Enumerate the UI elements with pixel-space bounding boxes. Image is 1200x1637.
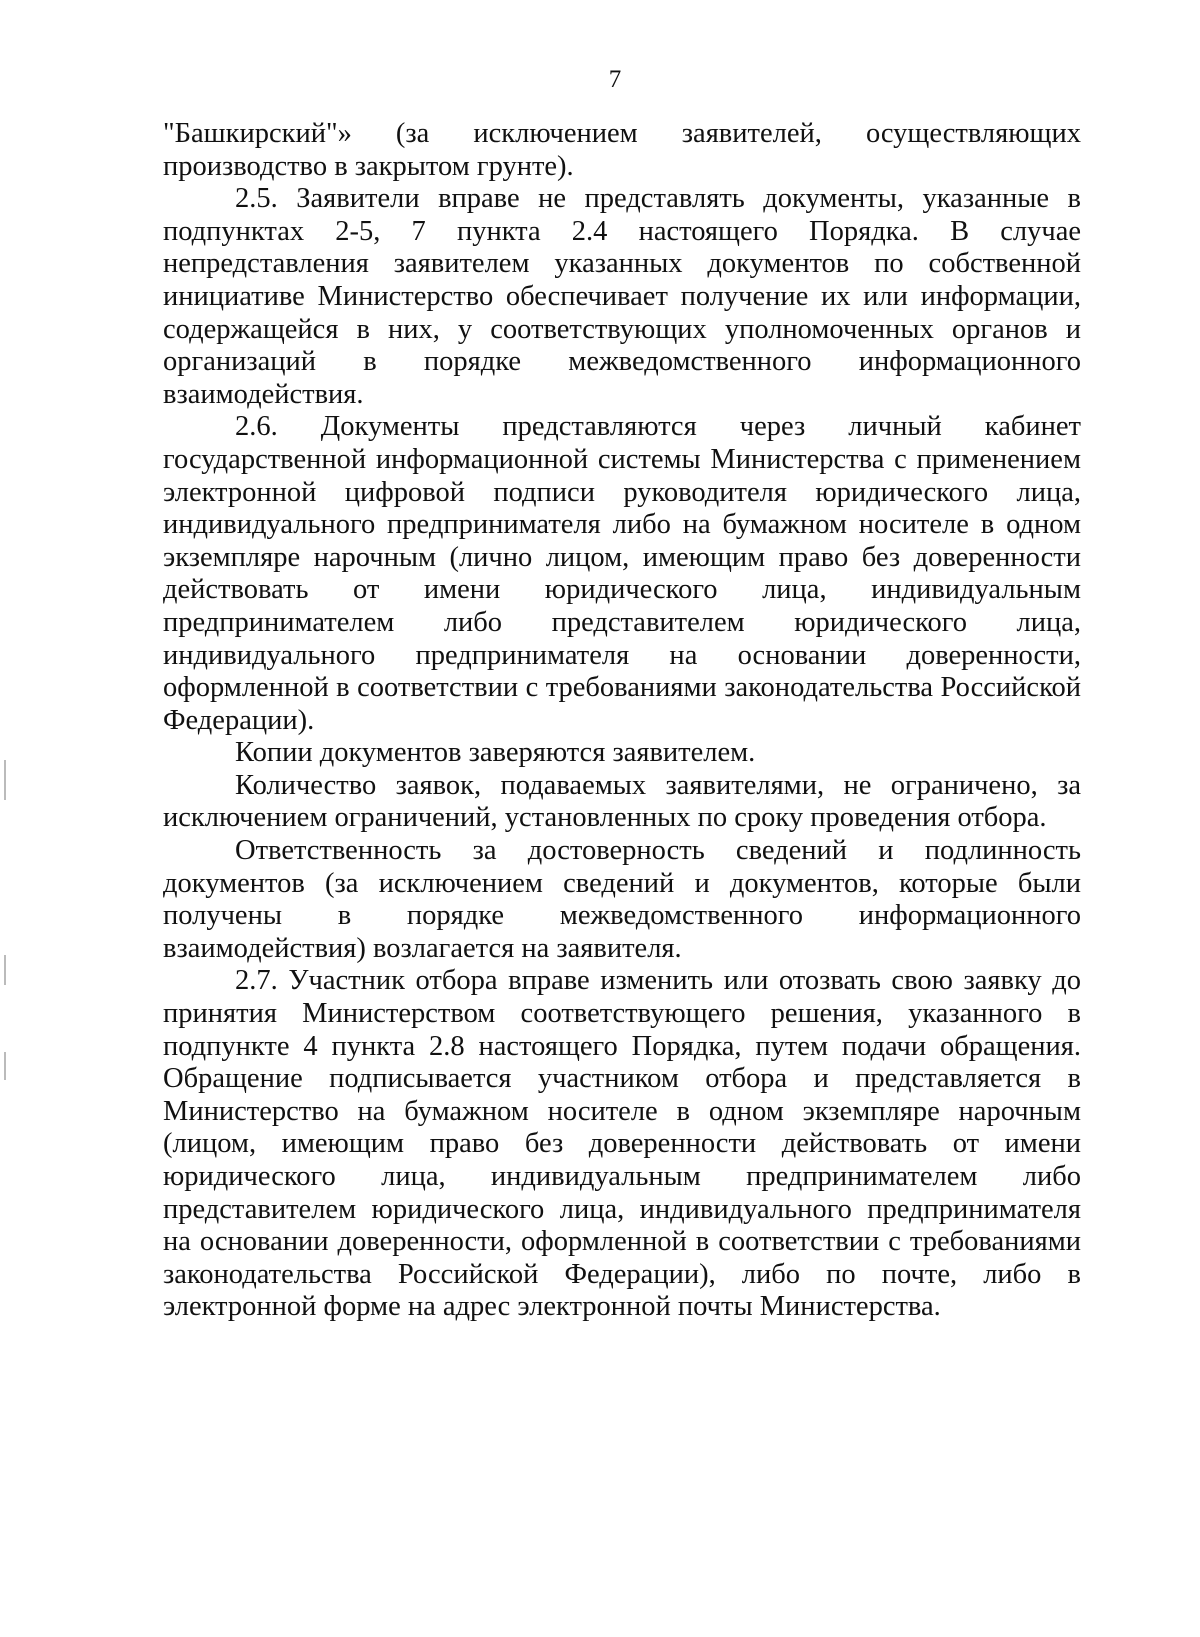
scan-artifact <box>4 955 6 985</box>
paragraph-responsibility: Ответственность за достоверность сведений и подлинность документов (за исключением сведений и документов, которые были получены в порядке межведомственного информационного взаимодействия) возлагается на заявителя. <box>163 835 1081 964</box>
paragraph-applications-count: Количество заявок, подаваемых заявителями, не ограничено, за исключением ограничений, установленных по сроку проведения отбора. <box>163 769 1081 834</box>
paragraph-2-5: 2.5. Заявители вправе не представлять документы, указанные в подпунктах 2-5, 7 пункта 2.4 настоящего Порядка. В случае непредставления заявителем указанных документов по собственной инициативе Министерство обеспечивает получение их или информации, содержащейся в них, у соответствующих уполномоченных органов и организаций в порядке межведомственного информационного взаимодействия. <box>163 183 1081 410</box>
scan-artifact <box>4 760 6 800</box>
page-number: 7 <box>608 66 622 93</box>
paragraph-continuation: "Башкирский"» (за исключением заявителей, осуществляющих производство в закрытом грунте). <box>163 118 1081 182</box>
paragraph-2-6: 2.6. Документы представляются через личный кабинет государственной информационной системы Министерства с применением электронной цифровой подписи руководителя юридического лица, индивидуального предпринимателя либо на бумажном носителе в одном экземпляре нарочным (лично лицом, имеющим право без доверенности действовать от имени юридического лица, индивидуальным предпринимателем либо представителем юридического лица, индивидуального предпринимателя на основании доверенности, оформленной в соответствии с требованиями законодательства Российской Федерации). <box>163 411 1081 736</box>
scan-artifact <box>4 1052 6 1080</box>
document-body <box>163 118 1081 1324</box>
paragraph-2-7: 2.7. Участник отбора вправе изменить или отозвать свою заявку до принятия Министерством соответствующего решения, указанного в подпункте 4 пункта 2.8 настоящего Порядка, путем подачи обращения. Обращение подписывается участником отбора и представляется в Министерство на бумажном носителе в одном экземпляре нарочным (лицом, имеющим право без доверенности действовать от имени юридического лица, индивидуальным предпринимателем либо представителем юридического лица, индивидуального предпринимателя на основании доверенности, оформленной в соответствии с требованиями законодательства Российской Федерации), либо по почте, либо в электронной форме на адрес электронной почты Министерства. <box>163 965 1081 1323</box>
paragraph-copies: Копии документов заверяются заявителем. <box>235 737 756 769</box>
